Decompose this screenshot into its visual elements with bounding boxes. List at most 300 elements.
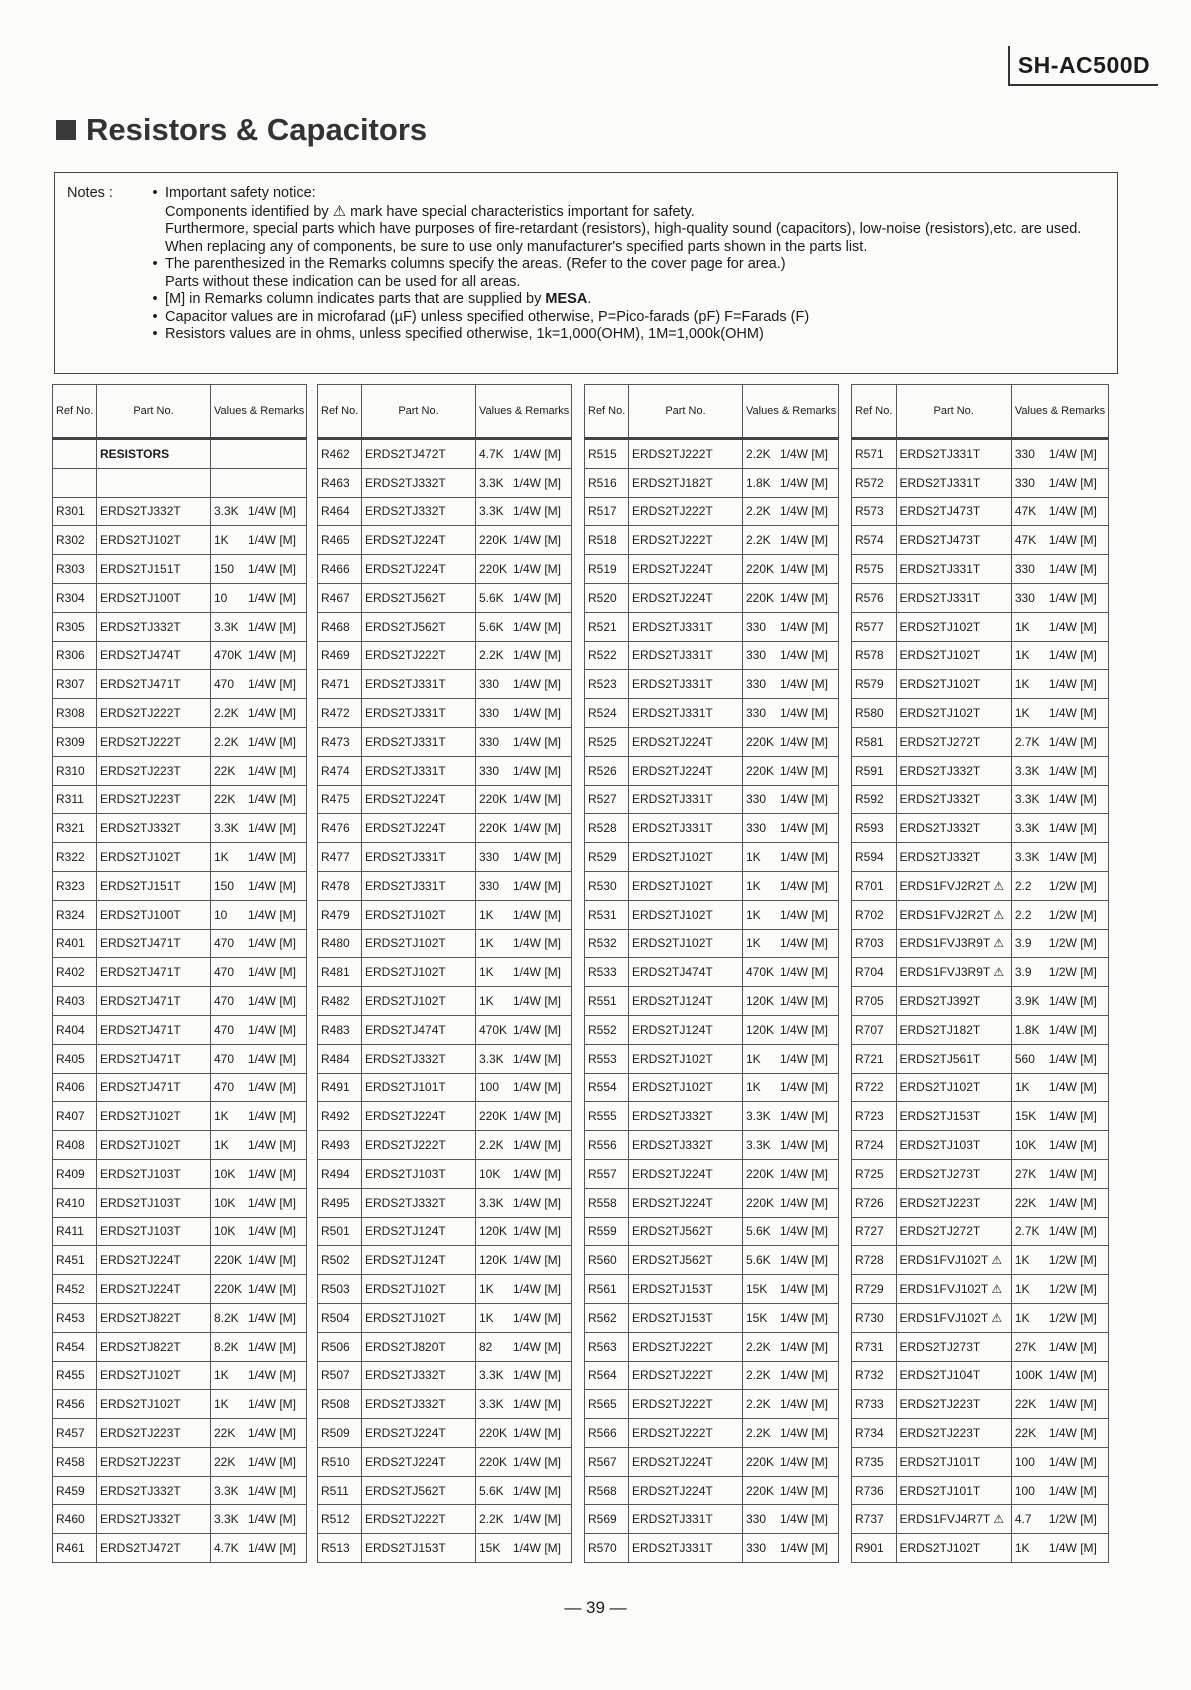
- remarks: 1/4W [M]: [248, 1109, 297, 1124]
- table-row: [53, 1447, 307, 1476]
- ref-no: R481: [318, 958, 362, 987]
- part-no: ERDS2TJ100T: [97, 900, 211, 929]
- values-remarks: [211, 583, 307, 612]
- values-remarks: [476, 1246, 572, 1275]
- part-no: ERDS2TJ102T: [362, 1275, 476, 1304]
- ref-no: R471: [318, 670, 362, 699]
- values-remarks: [743, 1073, 839, 1102]
- part-no: ERDS1FVJ102T ⚠: [896, 1246, 1011, 1275]
- part-no: ERDS2TJ102T: [362, 958, 476, 987]
- table-row: [53, 1505, 307, 1534]
- table-row: [585, 871, 839, 900]
- values-remarks: [211, 1505, 307, 1534]
- values-remarks: [211, 1275, 307, 1304]
- table-row: [318, 641, 572, 670]
- table-row: [53, 871, 307, 900]
- part-no: ERDS2TJ820T: [362, 1332, 476, 1361]
- remarks: 1/4W [M]: [1048, 1454, 1097, 1469]
- table-row: [318, 727, 572, 756]
- values-remarks: [743, 670, 839, 699]
- remarks: 1/4W [M]: [1048, 850, 1097, 865]
- ref-no: R482: [318, 987, 362, 1016]
- values-remarks: [476, 468, 572, 497]
- part-no: ERDS2TJ224T: [362, 526, 476, 555]
- remarks: 1/4W [M]: [780, 1022, 829, 1037]
- values-remarks: [211, 1159, 307, 1188]
- part-no: ERDS2TJ332T: [97, 612, 211, 641]
- table-row: [53, 439, 307, 469]
- value: 22K: [214, 763, 236, 778]
- value: 330: [746, 619, 767, 634]
- part-no: ERDS2TJ102T: [97, 1131, 211, 1160]
- table-row: [53, 900, 307, 929]
- remarks: 1/4W [M]: [513, 504, 562, 519]
- table-row: [585, 785, 839, 814]
- part-no: ERDS2TJ103T: [896, 1131, 1011, 1160]
- table-row: [318, 1015, 572, 1044]
- values-remarks: [1011, 1246, 1108, 1275]
- table-row: [318, 1102, 572, 1131]
- remarks: 1/4W [M]: [1048, 1080, 1097, 1095]
- values-remarks: [476, 1131, 572, 1160]
- ref-no: R492: [318, 1102, 362, 1131]
- remarks: 1/4W [M]: [513, 1224, 562, 1239]
- ref-no: R475: [318, 785, 362, 814]
- ref-no: R580: [852, 699, 897, 728]
- ref-no: R491: [318, 1073, 362, 1102]
- part-no: ERDS2TJ331T: [896, 555, 1011, 584]
- remarks: 1/4W [M]: [513, 763, 562, 778]
- remarks: 1/4W [M]: [513, 936, 562, 951]
- part-no: ERDS2TJ331T: [629, 699, 743, 728]
- table-row: [53, 785, 307, 814]
- ref-no: R506: [318, 1332, 362, 1361]
- values-remarks: [476, 1217, 572, 1246]
- ref-no: R722: [852, 1073, 897, 1102]
- note-5-text: Resistors values are in ohms, unless specified otherwise, 1k=1,000(OHM), 1M=1,000k(OHM): [165, 326, 764, 342]
- bullet-icon: •: [152, 308, 158, 325]
- values-remarks: [211, 1188, 307, 1217]
- remarks: 1/4W [M]: [1048, 994, 1097, 1009]
- notes-label: Notes :: [67, 185, 113, 201]
- ref-no: R478: [318, 871, 362, 900]
- values-remarks: [743, 1275, 839, 1304]
- part-no: ERDS2TJ102T: [629, 871, 743, 900]
- ref-no: R554: [585, 1073, 629, 1102]
- table-row: [318, 1275, 572, 1304]
- remarks: 1/2W [M]: [1048, 878, 1097, 893]
- values-remarks: [476, 756, 572, 785]
- part-no: ERDS2TJ223T: [896, 1419, 1011, 1448]
- part-no: ERDS2TJ273T: [896, 1159, 1011, 1188]
- remarks: 1/4W [M]: [513, 1310, 562, 1325]
- remarks: 1/4W [M]: [513, 1368, 562, 1383]
- part-no: ERDS2TJ331T: [629, 612, 743, 641]
- ref-no: R560: [585, 1246, 629, 1275]
- value: 330: [1014, 475, 1035, 490]
- values-remarks: [743, 814, 839, 843]
- remarks: 1/4W [M]: [248, 1224, 297, 1239]
- table-row: [318, 1131, 572, 1160]
- table-row: [852, 843, 1109, 872]
- values-remarks: [476, 1332, 572, 1361]
- values-remarks: [211, 1476, 307, 1505]
- remarks: 1/4W [M]: [513, 619, 562, 634]
- part-no: ERDS2TJ224T: [362, 785, 476, 814]
- value: 1K: [214, 1368, 229, 1383]
- values-remarks: [211, 727, 307, 756]
- ref-no: R477: [318, 843, 362, 872]
- part-no: ERDS2TJ474T: [629, 958, 743, 987]
- ref-no: R409: [53, 1159, 97, 1188]
- ref-no: R574: [852, 526, 897, 555]
- value: 120K: [479, 1224, 508, 1239]
- note-1-line-1a: Components identified by: [165, 203, 329, 220]
- table-row: [53, 468, 307, 497]
- ref-no: R304: [53, 583, 97, 612]
- part-no: ERDS1FVJ102T ⚠: [896, 1275, 1011, 1304]
- ref-no: R513: [318, 1534, 362, 1563]
- part-no: ERDS2TJ182T: [629, 468, 743, 497]
- remarks: 1/4W [M]: [1048, 562, 1097, 577]
- values-remarks: [1011, 1476, 1108, 1505]
- remarks: 1/4W [M]: [513, 965, 562, 980]
- value: 220K: [746, 1195, 775, 1210]
- ref-no: R495: [318, 1188, 362, 1217]
- ref-no: R732: [852, 1361, 897, 1390]
- part-no: ERDS2TJ332T: [629, 1102, 743, 1131]
- part-no: ERDS2TJ332T: [362, 1188, 476, 1217]
- remarks: 1/4W [M]: [248, 504, 297, 519]
- value: 3.3K: [479, 1195, 504, 1210]
- values-remarks: [1011, 785, 1108, 814]
- note-1-line-2: Furthermore, special parts which have purposes of fire-retardant (resistors), high-quality sound (capacitors), low-noise (resistors),etc. are used.: [165, 221, 1082, 237]
- table-row: [852, 497, 1109, 526]
- part-no: ERDS2TJ100T: [97, 583, 211, 612]
- remarks: 1/4W [M]: [248, 850, 297, 865]
- remarks: 1/4W [M]: [248, 590, 297, 605]
- values-remarks: [743, 1217, 839, 1246]
- remarks: 1/4W [M]: [513, 475, 562, 490]
- ref-no: R579: [852, 670, 897, 699]
- ref-no: R310: [53, 756, 97, 785]
- values-remarks: [476, 641, 572, 670]
- value: 330: [479, 763, 500, 778]
- table-row: [585, 583, 839, 612]
- part-no: ERDS2TJ331T: [362, 670, 476, 699]
- remarks: 1/4W [M]: [248, 1166, 297, 1181]
- values-remarks: [211, 497, 307, 526]
- ref-no: R593: [852, 814, 897, 843]
- values-remarks: [211, 439, 307, 469]
- table-row: [852, 929, 1109, 958]
- part-no: ERDS2TJ331T: [629, 641, 743, 670]
- values-remarks: [476, 843, 572, 872]
- values-remarks: [211, 612, 307, 641]
- ref-no: R458: [53, 1447, 97, 1476]
- page-title: [56, 112, 427, 148]
- value: 220K: [746, 590, 775, 605]
- values-remarks: [211, 814, 307, 843]
- part-no: ERDS2TJ473T: [896, 526, 1011, 555]
- part-no: ERDS2TJ222T: [362, 641, 476, 670]
- part-no: ERDS2TJ562T: [629, 1246, 743, 1275]
- col-header-values: Values & Remarks: [1011, 385, 1108, 439]
- table-row: [53, 1390, 307, 1419]
- value: 2.2K: [746, 1368, 771, 1383]
- value: 220K: [746, 1483, 775, 1498]
- bullet-icon: •: [152, 326, 158, 342]
- part-no: ERDS2TJ102T: [629, 929, 743, 958]
- col-header-values: Values & Remarks: [743, 385, 839, 439]
- part-no: ERDS2TJ332T: [362, 468, 476, 497]
- value: 220K: [479, 1109, 508, 1124]
- ref-no: R467: [318, 583, 362, 612]
- ref-no: R581: [852, 727, 897, 756]
- remarks: 1/4W [M]: [513, 1195, 562, 1210]
- values-remarks: [743, 1476, 839, 1505]
- part-no: ERDS2TJ102T: [362, 987, 476, 1016]
- part-no: ERDS2TJ273T: [896, 1332, 1011, 1361]
- values-remarks: [743, 612, 839, 641]
- values-remarks: [211, 1246, 307, 1275]
- remarks: 1/4W [M]: [1048, 734, 1097, 749]
- remarks: 1/4W [M]: [513, 1541, 562, 1556]
- ref-no: R473: [318, 727, 362, 756]
- ref-no: R516: [585, 468, 629, 497]
- values-remarks: [743, 843, 839, 872]
- value: 220K: [479, 792, 508, 807]
- remarks: 1/4W [M]: [248, 533, 297, 548]
- table-row: [53, 756, 307, 785]
- value: 1K: [479, 936, 494, 951]
- part-no: ERDS2TJ224T: [629, 583, 743, 612]
- values-remarks: [743, 497, 839, 526]
- note-1-line-1b: mark have special characteristics important for safety.: [350, 203, 695, 220]
- remarks: 1/4W [M]: [1048, 1397, 1097, 1412]
- part-no: ERDS2TJ222T: [362, 1505, 476, 1534]
- value: 330: [746, 706, 767, 721]
- ref-no: R733: [852, 1390, 897, 1419]
- ref-no: R707: [852, 1015, 897, 1044]
- value: 10: [214, 907, 228, 922]
- value: 120K: [479, 1253, 508, 1268]
- value: 120K: [746, 994, 775, 1009]
- table-row: [53, 1159, 307, 1188]
- table-row: [585, 814, 839, 843]
- ref-no: R705: [852, 987, 897, 1016]
- remarks: 1/4W [M]: [513, 994, 562, 1009]
- note-3-period: .: [587, 291, 592, 307]
- values-remarks: [476, 670, 572, 699]
- col-header-values: Values & Remarks: [211, 385, 307, 439]
- table-row: [585, 987, 839, 1016]
- part-no: ERDS2TJ332T: [97, 1505, 211, 1534]
- values-remarks: [1011, 900, 1108, 929]
- values-remarks: [211, 1131, 307, 1160]
- remarks: 1/4W [M]: [1048, 1022, 1097, 1037]
- ref-no: R504: [318, 1303, 362, 1332]
- table-row: [318, 1044, 572, 1073]
- remarks: 1/4W [M]: [780, 475, 829, 490]
- value: 27K: [1014, 1339, 1037, 1354]
- table-row: [852, 1131, 1109, 1160]
- remarks: 1/4W [M]: [248, 1138, 297, 1153]
- remarks: 1/4W [M]: [513, 446, 562, 461]
- part-no: ERDS2TJ331T: [896, 439, 1011, 469]
- table-row: [585, 900, 839, 929]
- ref-no: R551: [585, 987, 629, 1016]
- values-remarks: [743, 1505, 839, 1534]
- values-remarks: [1011, 1275, 1108, 1304]
- part-no: ERDS2TJ332T: [629, 1131, 743, 1160]
- value: 5.6K: [479, 1483, 504, 1498]
- ref-no: R566: [585, 1419, 629, 1448]
- value: 3.3K: [214, 504, 239, 519]
- remarks: 1/4W [M]: [780, 1224, 829, 1239]
- value: 2.7K: [1014, 1224, 1040, 1239]
- part-no: ERDS2TJ102T: [97, 526, 211, 555]
- remarks: 1/4W [M]: [1048, 619, 1097, 634]
- value: 2.2K: [479, 648, 504, 663]
- remarks: 1/4W [M]: [513, 1339, 562, 1354]
- ref-no: R702: [852, 900, 897, 929]
- remarks: 1/4W [M]: [248, 763, 297, 778]
- ref-no: R408: [53, 1131, 97, 1160]
- values-remarks: [476, 526, 572, 555]
- value: 3.3K: [1014, 850, 1040, 865]
- table-row: [852, 526, 1109, 555]
- ref-no: R721: [852, 1044, 897, 1073]
- remarks: 1/4W [M]: [513, 907, 562, 922]
- ref-no: R410: [53, 1188, 97, 1217]
- table-row: [585, 439, 839, 469]
- part-no: ERDS2TJ331T: [362, 699, 476, 728]
- part-no: ERDS2TJ471T: [97, 958, 211, 987]
- value: 330: [479, 677, 500, 692]
- table-row: [318, 1188, 572, 1217]
- remarks: 1/4W [M]: [248, 1253, 297, 1268]
- remarks: 1/4W [M]: [780, 590, 829, 605]
- part-no: ERDS2TJ222T: [629, 497, 743, 526]
- part-no: ERDS2TJ223T: [97, 756, 211, 785]
- value: 470K: [479, 1022, 508, 1037]
- part-no: ERDS1FVJ2R2T ⚠: [896, 900, 1011, 929]
- model-number-text: SH-AC500D: [1017, 51, 1151, 78]
- values-remarks: [476, 1073, 572, 1102]
- table-row: [852, 1476, 1109, 1505]
- remarks: 1/4W [M]: [248, 907, 297, 922]
- remarks: 1/4W [M]: [248, 706, 297, 721]
- value: 5.6K: [479, 619, 504, 634]
- remarks: 1/4W [M]: [1048, 1109, 1097, 1124]
- value: 1K: [214, 1138, 229, 1153]
- part-no: ERDS2TJ124T: [629, 1015, 743, 1044]
- value: 330: [1014, 590, 1035, 605]
- part-no: ERDS2TJ222T: [97, 699, 211, 728]
- values-remarks: [211, 843, 307, 872]
- value: 3.3K: [214, 821, 239, 836]
- value: 2.2K: [214, 734, 239, 749]
- ref-no: R570: [585, 1534, 629, 1563]
- ref-no: R483: [318, 1015, 362, 1044]
- title-square-icon: [56, 120, 76, 140]
- remarks: 1/4W [M]: [513, 792, 562, 807]
- remarks: 1/4W [M]: [513, 1253, 562, 1268]
- values-remarks: [743, 468, 839, 497]
- table-row: [53, 814, 307, 843]
- part-no: ERDS2TJ224T: [629, 555, 743, 584]
- remarks: 1/4W [M]: [248, 619, 297, 634]
- part-no: ERDS2TJ102T: [629, 843, 743, 872]
- table-row: [585, 929, 839, 958]
- values-remarks: [1011, 670, 1108, 699]
- value: 100: [1014, 1454, 1035, 1469]
- values-remarks: [476, 555, 572, 584]
- values-remarks: [476, 1361, 572, 1390]
- values-remarks: [1011, 814, 1108, 843]
- part-no: ERDS2TJ331T: [362, 843, 476, 872]
- remarks: 1/4W [M]: [248, 1022, 297, 1037]
- remarks: 1/4W [M]: [248, 1310, 297, 1325]
- ref-no: R591: [852, 756, 897, 785]
- remarks: 1/4W [M]: [1048, 1541, 1097, 1556]
- table-row: [852, 1188, 1109, 1217]
- part-no: ERDS2TJ101T: [896, 1476, 1011, 1505]
- ref-no: R453: [53, 1303, 97, 1332]
- values-remarks: [743, 1303, 839, 1332]
- ref-no: [53, 468, 97, 497]
- ref-no: R576: [852, 583, 897, 612]
- values-remarks: [476, 900, 572, 929]
- values-remarks: [211, 1303, 307, 1332]
- value: 100: [1014, 1483, 1035, 1498]
- remarks: 1/4W [M]: [780, 965, 829, 980]
- remarks: 1/4W [M]: [248, 562, 297, 577]
- part-no: ERDS2TJ224T: [362, 1419, 476, 1448]
- values-remarks: [1011, 526, 1108, 555]
- values-remarks: [743, 1044, 839, 1073]
- remarks: 1/4W [M]: [248, 1368, 297, 1383]
- table-row: [318, 814, 572, 843]
- ref-no: R454: [53, 1332, 97, 1361]
- part-no: ERDS2TJ562T: [629, 1217, 743, 1246]
- ref-no: R479: [318, 900, 362, 929]
- table-row: [318, 900, 572, 929]
- values-remarks: [743, 1390, 839, 1419]
- value: 2.2K: [746, 504, 771, 519]
- ref-no: R480: [318, 929, 362, 958]
- remarks: 1/4W [M]: [248, 1282, 297, 1296]
- value: 1K: [746, 878, 761, 893]
- table-row: [53, 1044, 307, 1073]
- value: 22K: [1014, 1425, 1037, 1440]
- part-no: ERDS2TJ124T: [362, 1246, 476, 1275]
- value: 100K: [1014, 1368, 1043, 1383]
- value: 3.3K: [479, 1397, 504, 1412]
- table-row: [585, 612, 839, 641]
- remarks: 1/4W [M]: [513, 533, 562, 548]
- part-no: ERDS2TJ101T: [362, 1073, 476, 1102]
- ref-no: R451: [53, 1246, 97, 1275]
- ref-no: R558: [585, 1188, 629, 1217]
- remarks: 1/4W [M]: [780, 821, 829, 836]
- value: 1K: [746, 1051, 761, 1066]
- part-no: ERDS2TJ332T: [97, 497, 211, 526]
- remarks: 1/4W [M]: [1048, 1224, 1097, 1239]
- part-no: ERDS2TJ562T: [362, 612, 476, 641]
- value: 470K: [746, 965, 775, 980]
